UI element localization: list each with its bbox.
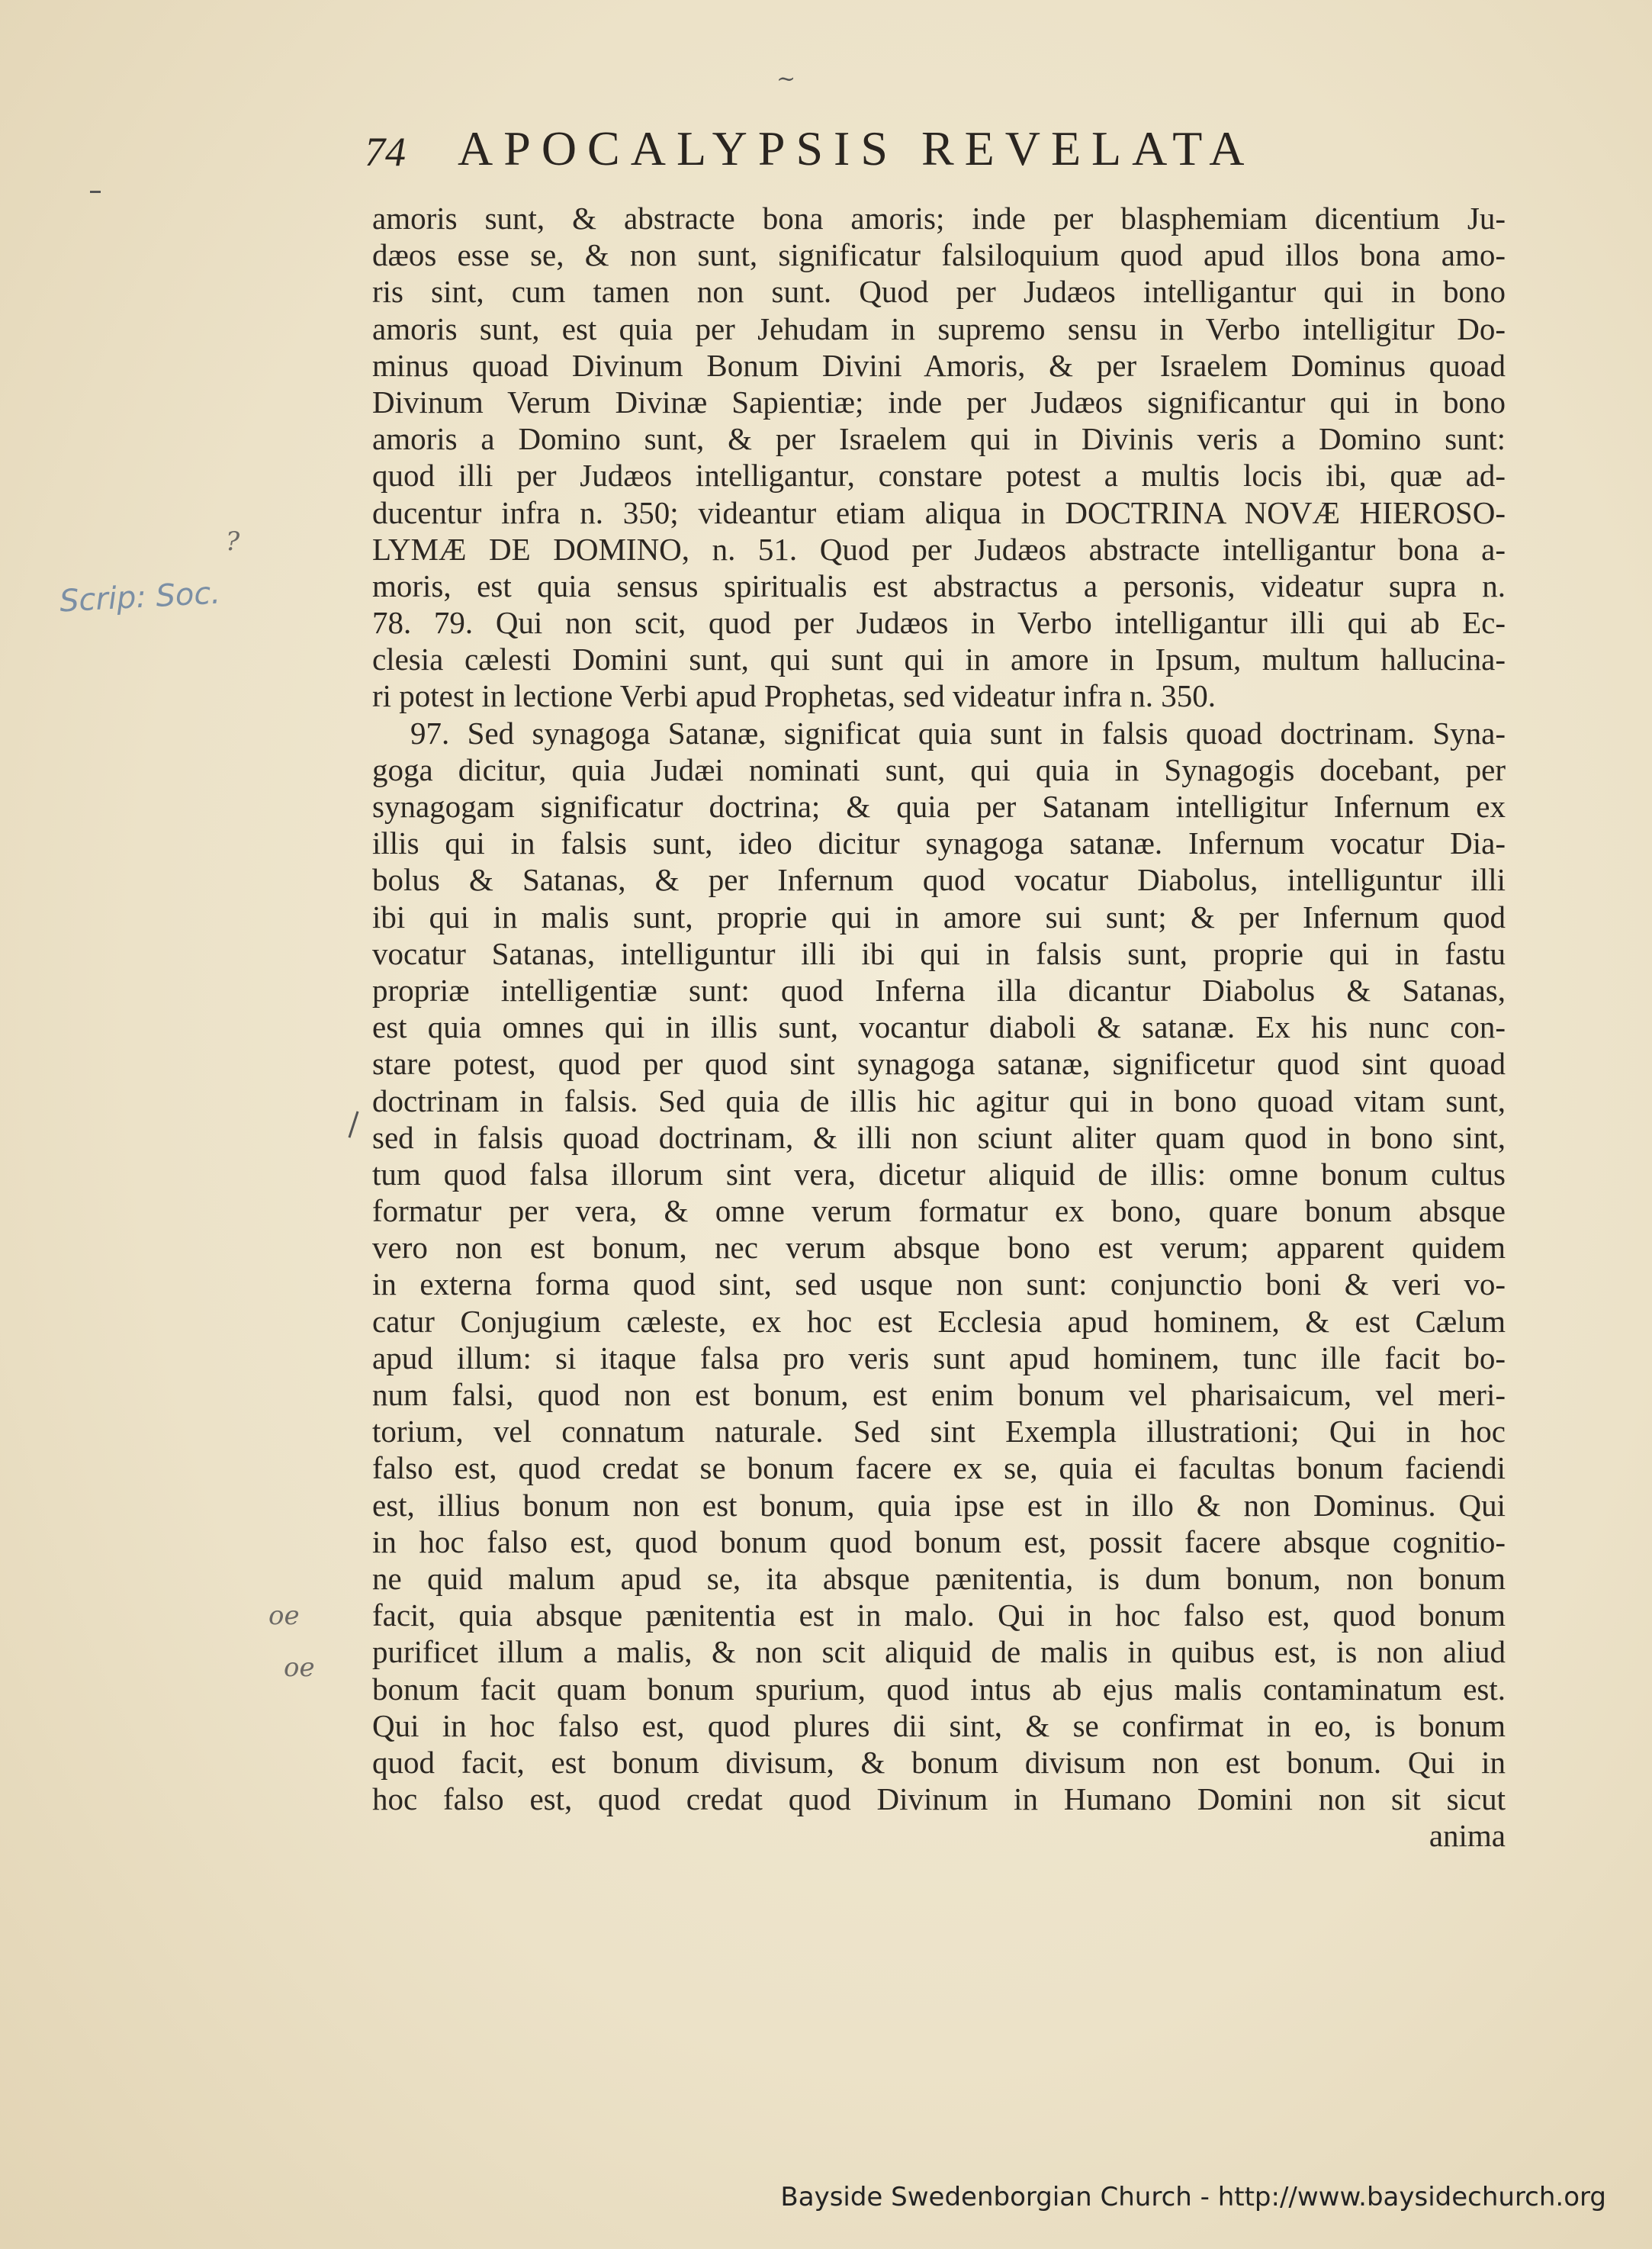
text-line: moris, est quia sensus spiritualis est abstractus a personis, videatur supra n.	[372, 568, 1506, 603]
text-line: amoris sunt, & abstracte bona amoris; inde per blasphemiam dicentium Ju-	[372, 201, 1506, 236]
text-line: LYMÆ DE DOMINO, n. 51. Quod per Judæos abstracte intelligantur bona a-	[372, 531, 1506, 567]
text-line: Qui in hoc falso est, quod plures dii sint, & se confirmat in eo, is bonum	[372, 1707, 1506, 1743]
text-line: in externa forma quod sint, sed usque non sunt: conjunctio boni & veri vo-	[372, 1266, 1506, 1302]
catchword: anima	[1429, 1818, 1506, 1854]
text-line: est, illius bonum non est bonum, quia ipse est in illo & non Dominus. Qui	[372, 1487, 1506, 1523]
text-line: stare potest, quod per quod sint synagoga satanæ, significetur quod sint quoad	[372, 1046, 1506, 1082]
margin-stroke	[349, 1111, 359, 1137]
page-number: 74	[365, 129, 406, 175]
text-line: amoris sunt, est quia per Jehudam in supremo sensu in Verbo intelligitur Do-	[372, 310, 1506, 346]
text-line: quod facit, est bonum divisum, & bonum divisum non est bonum. Qui in	[372, 1744, 1506, 1780]
text-line: minus quoad Divinum Bonum Divini Amoris, & per Israelem Dominus quoad	[372, 347, 1506, 383]
source-credit-footer: Bayside Swedenborgian Church - http://www.baysidechurch.org	[780, 2182, 1606, 2212]
text-line: ne quid malum apud se, ita absque pænitentia, is dum bonum, non bonum	[372, 1560, 1506, 1596]
text-line: formatur per vera, & omne verum formatur ex bono, quare bonum absque	[372, 1193, 1506, 1229]
text-line: dæos esse se, & non sunt, significatur falsiloquium quod apud illos bona amo-	[372, 237, 1506, 273]
text-line: torium, vel connatum naturale. Sed sint Exempla illustrationi; Qui in hoc	[372, 1414, 1506, 1449]
handwritten-margin-note: Scrip: Soc.	[58, 575, 222, 619]
text-line: ducentur infra n. 350; videantur etiam aliqua in DOCTRINA NOVÆ HIEROSO-	[372, 494, 1506, 530]
text-line: in hoc falso est, quod bonum quod bonum est, possit facere absque cognitio-	[372, 1523, 1506, 1559]
text-line: bonum facit quam bonum spurium, quod intus ab ejus malis contaminatum est.	[372, 1671, 1506, 1707]
text-line: quod illi per Judæos intelligantur, constare potest a multis locis ibi, quæ ad-	[372, 458, 1506, 494]
text-line: catur Conjugium cæleste, ex hoc est Ecclesia apud hominem, & est Cælum	[372, 1303, 1506, 1339]
text-line: purificet illum a malis, & non scit aliquid de malis in quibus est, is non aliud	[372, 1634, 1506, 1670]
text-line: goga dicitur, quia Judæi nominati sunt, qui quia in Synagogis docebant, per	[372, 751, 1506, 787]
text-line: synagogam significatur doctrina; & quia per Satanam intelligitur Infernum ex	[372, 789, 1506, 824]
text-line: bolus & Satanas, & per Infernum quod vocatur Diabolus, intelliguntur illi	[372, 862, 1506, 898]
text-line: illis qui in falsis sunt, ideo dicitur synagoga satanæ. Infernum vocatur Dia-	[372, 825, 1506, 861]
text-line: vero non est bonum, nec verum absque bono est verum; apparent quidem	[372, 1230, 1506, 1266]
printer-mark: ~	[776, 66, 796, 92]
text-line: doctrinam in falsis. Sed quia de illis hic agitur qui in bono quoad vitam sunt,	[372, 1083, 1506, 1118]
section-97-heading-line: 97. Sed synagoga Satanæ, significat quia sunt in falsis quoad doctrinam. Syna-	[410, 715, 1506, 751]
margin-dash	[90, 191, 101, 193]
text-line: apud illum: si itaque falsa pro veris sunt apud hominem, tunc ille facit bo-	[372, 1340, 1506, 1375]
text-line: est quia omnes qui in illis sunt, vocantur diaboli & satanæ. Ex his nunc con-	[372, 1009, 1506, 1045]
text-line: falso est, quod credat se bonum facere ex se, quia ei facultas bonum faciendi	[372, 1450, 1506, 1486]
pencil-mark-oe-1: oe	[268, 1601, 300, 1631]
text-line: ri potest in lectione Verbi apud Prophetas, sed videatur infra n. 350.	[372, 678, 1216, 714]
main-text-block	[372, 200, 1506, 1854]
text-line: tum quod falsa illorum sint vera, dicetur aliquid de illis: omne bonum cultus	[372, 1156, 1506, 1192]
page-header	[358, 114, 1449, 183]
text-line: amoris a Domino sunt, & per Israelem qui in Divinis veris a Domino sunt:	[372, 421, 1506, 457]
text-line: facit, quia absque pænitentia est in malo. Qui in hoc falso est, quod bonum	[372, 1597, 1506, 1633]
running-title: APOCALYPSIS REVELATA	[458, 121, 1255, 175]
text-line: num falsi, quod non est bonum, est enim bonum vel pharisaicum, vel meri-	[372, 1377, 1506, 1412]
pencil-query-mark: ?	[226, 526, 240, 557]
text-line: propriæ intelligentiæ sunt: quod Inferna illa dicantur Diabolus & Satanas,	[372, 972, 1506, 1008]
pencil-mark-oe-2: oe	[284, 1652, 315, 1683]
text-line: vocatur Satanas, intelliguntur illi ibi qui in falsis sunt, proprie qui in fastu	[372, 935, 1506, 971]
text-line: sed in falsis quoad doctrinam, & illi non sciunt aliter quam quod in bono sint,	[372, 1119, 1506, 1155]
text-line: ibi qui in malis sunt, proprie qui in amore sui sunt; & per Infernum quod	[372, 899, 1506, 935]
text-line: Divinum Verum Divinæ Sapientiæ; inde per Judæos significantur qui in bono	[372, 384, 1506, 420]
text-line: 78. 79. Qui non scit, quod per Judæos in Verbo intelligantur illi qui ab Ec-	[372, 605, 1506, 641]
text-line: clesia cælesti Domini sunt, qui sunt qui in amore in Ipsum, multum hallucina-	[372, 642, 1506, 677]
text-line: ris sint, cum tamen non sunt. Quod per Judæos intelligantur qui in bono	[372, 274, 1506, 310]
text-line: hoc falso est, quod credat quod Divinum in Humano Domini non sit sicut	[372, 1781, 1506, 1817]
